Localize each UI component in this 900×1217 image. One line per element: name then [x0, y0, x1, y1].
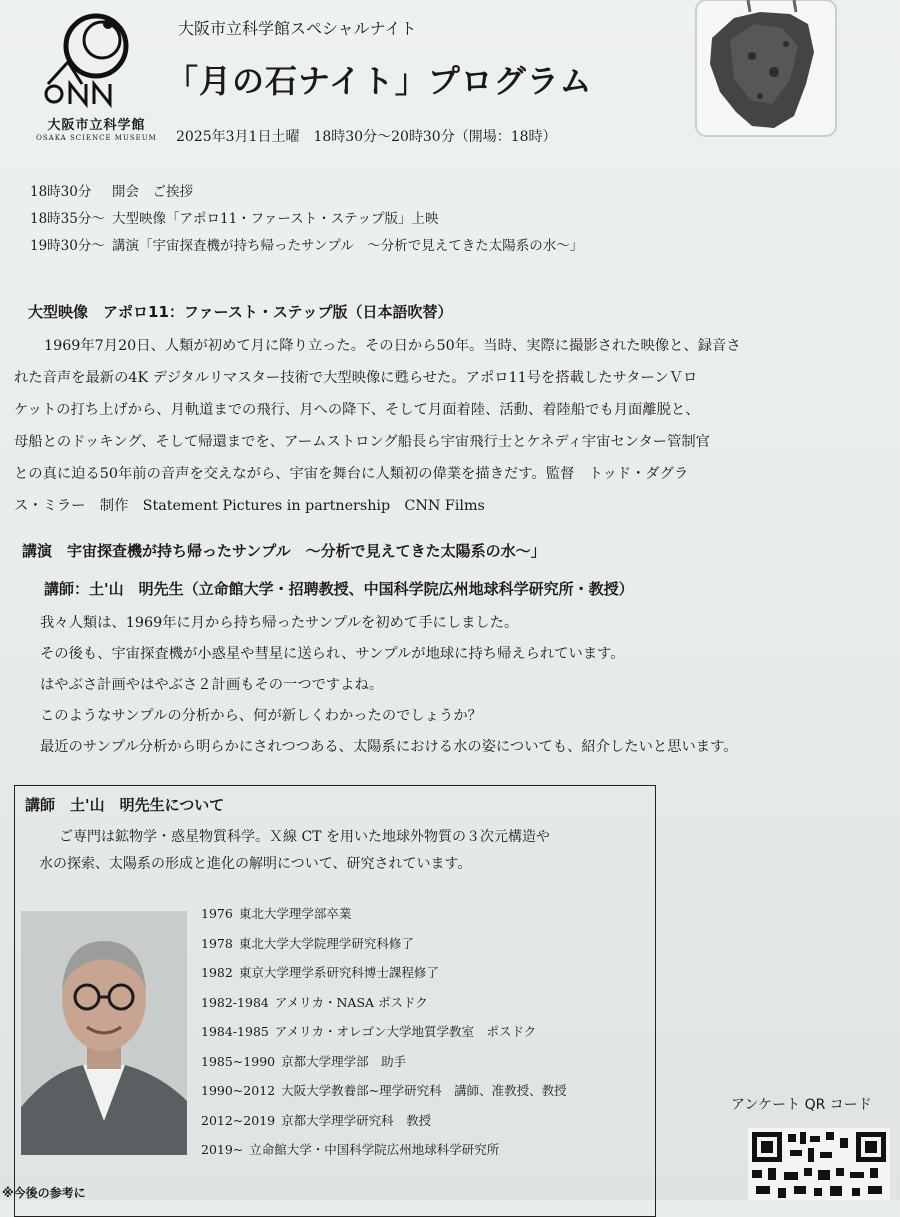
career-item [201, 963, 567, 993]
career-list [201, 904, 567, 1170]
survey-qr-label: アンケート QR コード [731, 1097, 872, 1113]
lecture-line: その後も、宇宙探査機が小惑星や彗星に送られ、サンプルが地球に持ち帰えられています。 [40, 646, 625, 662]
qr-code-icon [748, 1128, 890, 1200]
bio-title: 講師 土'山 明先生について [25, 796, 225, 814]
film-line: れた音声を最新の4K デジタルリマスター技術で大型映像に甦らせた。アポロ11号を搭載したサターンＶロ [14, 370, 698, 386]
bio-description [39, 824, 550, 878]
schedule-row [30, 234, 583, 261]
schedule-item: 講演「宇宙探査機が持ち帰ったサンプル ～分析で見えてきた太陽系の水～」 [112, 238, 584, 254]
schedule-row [30, 207, 583, 234]
career-item [201, 1111, 567, 1141]
program-schedule [30, 180, 583, 261]
film-line: ス・ミラー 制作 Statement Pictures in partnership CNN Films [14, 498, 485, 514]
page-title: 「月の石ナイト」プログラム [166, 62, 593, 100]
film-line: 1969年7月20日、人類が初めて月に降り立った。その日から50年。当時、実際に撮影された映像と、録音さ [44, 338, 741, 354]
speaker-bio-box [14, 785, 656, 1217]
survey-qr-code[interactable] [748, 1128, 890, 1204]
career-year: 2019~ [201, 1142, 244, 1157]
museum-logo [34, 10, 164, 150]
footnote: ※今後の参考に [2, 1186, 86, 1200]
career-text: 東北大学大学院理学研究科修了 [238, 935, 414, 951]
career-year: 1990~2012 [201, 1083, 276, 1098]
career-text: 京都大学理学研究科 教授 [281, 1112, 432, 1128]
schedule-item: 開会 ご挨拶 [112, 184, 193, 200]
career-year: 1976 [201, 906, 233, 921]
film-line: ケットの打ち上げから、月軌道までの飛行、月への降下、そして月面着陸、活動、着陸船でも月面離脱と、 [14, 402, 700, 418]
career-item [201, 993, 567, 1023]
career-item [201, 1140, 567, 1170]
logo-name-en: OSAKA SCIENCE MUSEUM [36, 134, 157, 142]
schedule-time: 18時30分 [30, 184, 92, 200]
schedule-row [30, 180, 583, 207]
schedule-time: 18時35分～ [30, 211, 105, 227]
museum-logo-icon [38, 10, 148, 114]
event-series-label: 大阪市立科学館スペシャルナイト [178, 19, 417, 38]
film-heading: 大型映像 アポロ11：ファースト・ステップ版（日本語吹替） [28, 303, 453, 321]
lecture-abstract [40, 608, 738, 763]
bio-line: 水の探索、太陽系の形成と進化の解明について、研究されています。 [39, 856, 472, 872]
career-text: 立命館大学・中国科学院広州地球科学研究所 [249, 1142, 500, 1157]
career-item [201, 1052, 567, 1082]
career-text: 東京大学理学系研究科博士課程修了 [238, 965, 439, 980]
film-line: との真に迫る50年前の音声を交えながら、宇宙を舞台に人類初の偉業を描きだす。監督 トッド・ダグラ [14, 466, 689, 482]
lecture-line: はやぶさ計画やはやぶさ２計画もその一つですよね。 [40, 677, 384, 693]
career-year: 1978 [201, 935, 233, 951]
career-text: アメリカ・オレゴン大学地質学教室 ポスドク [274, 1024, 537, 1039]
moon-rock-photo [690, 0, 842, 140]
career-year: 1982-1984 [201, 994, 269, 1010]
logo-name-ja: 大阪市立科学館 [47, 118, 146, 133]
film-line: 母船とのドッキング、そして帰還までを、アームストロング船長ら宇宙飛行士とケネディ宇宙センター管制官 [14, 434, 710, 450]
career-text: 東北大学理学部卒業 [238, 906, 352, 921]
career-text: 京都大学理学部 助手 [281, 1053, 407, 1069]
schedule-item: 大型映像「アポロ11・ファースト・ステップ版」上映 [112, 211, 439, 227]
career-item [201, 1022, 567, 1052]
lecture-line: 我々人類は、1969年に月から持ち帰ったサンプルを初めて手にしました。 [40, 615, 519, 631]
speaker-photo [21, 911, 187, 1155]
career-year: 1984-1985 [201, 1024, 269, 1039]
event-datetime: 2025年3月1日土曜 18時30分～20時30分（開場：18時） [176, 129, 557, 145]
lecture-speaker: 講師：土'山 明先生（立命館大学・招聘教授、中国科学院広州地球科学研究所・教授） [44, 580, 634, 598]
lecture-line: このようなサンプルの分析から、何が新しくわかったのでしょうか？ [40, 708, 482, 724]
career-item [201, 934, 567, 964]
film-description [14, 330, 741, 522]
career-year: 1982 [201, 965, 233, 980]
career-text: 大阪大学教養部~理学研究科 講師、准教授、教授 [281, 1083, 567, 1098]
schedule-time: 19時30分～ [30, 238, 105, 254]
bio-line: ご専門は鉱物学・惑星物質科学。Ｘ線 CT を用いた地球外物質の３次元構造や [59, 829, 550, 845]
lecture-line: 最近のサンプル分析から明らかにされつつある、太陽系における水の姿についても、紹介したいと思います。 [40, 739, 738, 755]
career-year: 2012~2019 [201, 1112, 276, 1128]
lecture-heading: 講演 宇宙探査機が持ち帰ったサンプル ～分析で見えてきた太陽系の水～」 [22, 542, 546, 560]
career-item [201, 904, 567, 934]
career-text: アメリカ・NASA ポスドク [274, 994, 428, 1010]
career-year: 1985~1990 [201, 1053, 276, 1069]
career-item [201, 1081, 567, 1111]
